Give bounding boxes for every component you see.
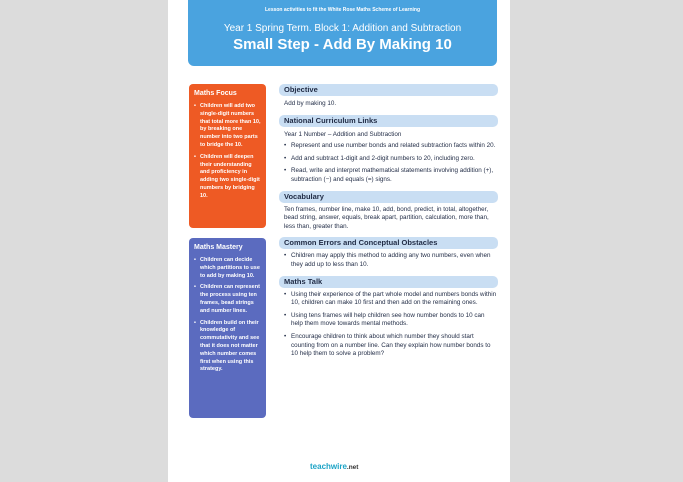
header-block: Year 1 Spring Term. Block 1: Addition and Subtraction xyxy=(223,23,462,34)
maths-focus-title: Maths Focus xyxy=(194,90,237,97)
maths-focus-panel xyxy=(189,84,266,228)
curriculum-intro: Year 1 Number – Addition and Subtraction xyxy=(284,130,402,138)
main-content xyxy=(279,84,498,363)
header-subtitle: Lesson activities to fit the White Rose Maths Scheme of Learning xyxy=(264,7,421,13)
objective-heading: Objective xyxy=(279,84,498,96)
maths-mastery-panel xyxy=(189,238,266,418)
brand-logo xyxy=(310,462,358,471)
list-item: • Represent and use number bonds and related subtraction facts within 20. xyxy=(291,142,498,151)
list-item: • Children will deepen their understanding and proficiency in adding two single-digit numbers by bridging 10. xyxy=(200,154,262,201)
list-item: • Children can represent the process using ten frames, bead strings and number lines. xyxy=(200,284,262,315)
errors-heading: Common Errors and Conceptual Obstacles xyxy=(279,237,498,249)
talk-heading: Maths Talk xyxy=(279,276,498,288)
list-item: • Children can decide which partitions to use to add by making 10. xyxy=(200,257,262,280)
curriculum-heading: National Curriculum Links xyxy=(279,115,498,127)
header-banner xyxy=(188,0,497,66)
list-item: • Children may apply this method to adding any two numbers, even when they add up to less than 10. xyxy=(291,252,498,269)
list-item: • Children build on their knowledge of commutativity and see that it does not matter which number comes first when using this strategy. xyxy=(200,320,262,375)
document-page xyxy=(168,0,510,482)
list-item: • Using their experience of the part whole model and numbers bonds within 10, children can make 10 first and then add on the remaining ones. xyxy=(291,291,498,308)
list-item: • Using tens frames will help children see how number bonds to 10 can help them move towards mental methods. xyxy=(291,312,498,329)
maths-mastery-title: Maths Mastery xyxy=(194,244,243,251)
objective-text: Add by making 10. xyxy=(284,100,337,107)
vocabulary-heading: Vocabulary xyxy=(279,191,498,203)
list-item: • Add and subtract 1-digit and 2-digit numbers to 20, including zero. xyxy=(291,155,498,164)
vocabulary-text: Ten frames, number line, make 10, add, bond, predict, in total, altogether, bead string, answer, equals, break apart, partition, calculation, more than, less than, greater than. xyxy=(284,205,489,230)
list-item: • Read, write and interpret mathematical statements involving addition (+), subtraction (−) and equals (=) signs. xyxy=(291,167,498,184)
brand-suffix: .net xyxy=(346,464,359,471)
list-item: • Children will add two single-digit numbers that total more than 10, by breaking one number into two parts to bridge the 10. xyxy=(200,103,262,150)
page-title: Small Step - Add By Making 10 xyxy=(233,36,452,53)
brand-main: teachwire xyxy=(310,462,347,471)
list-item: • Encourage children to think about which number they should start counting from on a number line. Can they explain how number bonds to 10 help them to solve a problem? xyxy=(291,333,498,359)
